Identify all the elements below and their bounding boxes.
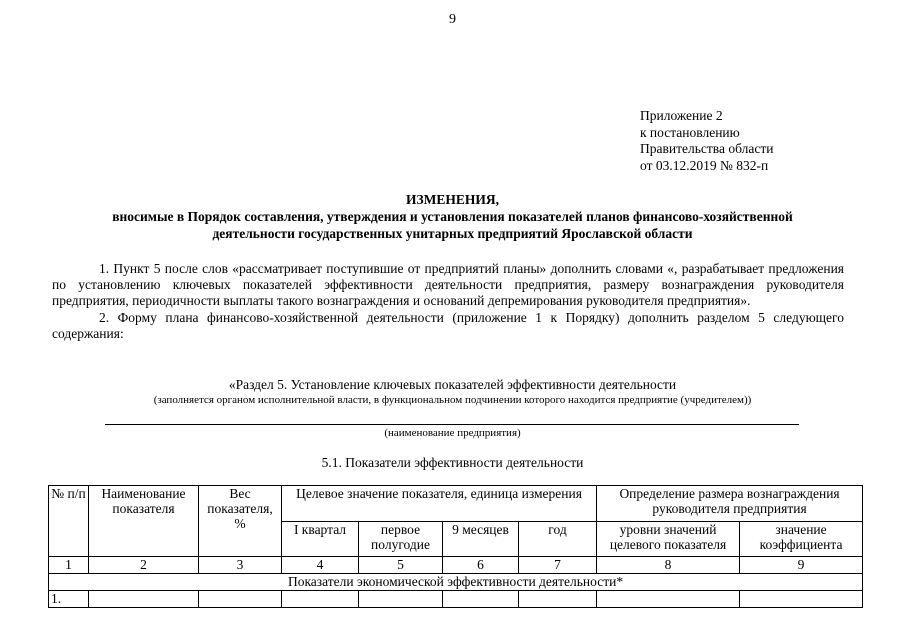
table-cell [282, 591, 359, 608]
subheader-year: год [519, 522, 597, 557]
column-number-row [49, 557, 863, 574]
column-number: 4 [282, 557, 359, 574]
subheader-q1: I квартал [282, 522, 359, 557]
table-cell [443, 591, 519, 608]
group-row-label: Показатели экономической эффективности деятельности* [49, 574, 863, 591]
appendix-line: Правительства области [640, 141, 774, 156]
column-number: 9 [740, 557, 863, 574]
paragraph-2: 2. Форму плана финансово-хозяйственной деятельности (приложение 1 к Порядку) дополнить разделом 5 следующего содержания: [52, 309, 844, 341]
table-header-row [49, 486, 863, 522]
enterprise-name-line [105, 424, 799, 425]
document-subtitle-line: деятельности государственных унитарных предприятий Ярославской области [212, 226, 693, 241]
table-cell [199, 591, 282, 608]
column-number: 2 [89, 557, 199, 574]
section-note: (заполняется органом исполнительной власти, в функциональном подчинении которого находится предприятие (учредителем)) [153, 394, 752, 406]
paragraph-1: 1. Пункт 5 после слов «рассматривает поступившие от предприятий планы» дополнить словами «, разрабатывает предложения по установлению ключевых показателей эффективности деятельности предприятия, размеру вознаграждения руководителя предприятия, периодичности выплаты такого вознаграждения и оснований депремирования руководителя предприятия». [52, 261, 844, 309]
table-cell [359, 591, 443, 608]
column-number: 8 [597, 557, 740, 574]
subheader-9-months: 9 месяцев [443, 522, 519, 557]
row-number: 1. [49, 591, 89, 608]
appendix-line: от 03.12.2019 № 832-п [640, 157, 769, 173]
document-title: ИЗМЕНЕНИЯ, [405, 192, 499, 207]
table-cell [740, 591, 863, 608]
appendix-block [640, 108, 773, 174]
table-row [49, 591, 863, 608]
page-number: 9 [449, 12, 456, 27]
table-title: 5.1. Показатели эффективности деятельности [321, 455, 584, 470]
table-cell [597, 591, 740, 608]
subheader-levels: уровни значений целевого показателя [597, 522, 740, 557]
section-title: «Раздел 5. Установление ключевых показателей эффективности деятельности [228, 377, 677, 392]
subheader-coefficient: значение коэффициента [740, 522, 863, 557]
appendix-line: к постановлению [640, 124, 740, 140]
table-cell [89, 591, 199, 608]
enterprise-name-label: (наименование предприятия) [384, 427, 521, 439]
column-number: 1 [49, 557, 89, 574]
column-number: 6 [443, 557, 519, 574]
header-number: № п/п [49, 486, 89, 557]
header-indicator-name: Наименование показателя [89, 486, 199, 557]
table-cell [519, 591, 597, 608]
document-subtitle-line: вносимые в Порядок составления, утверждения и установления показателей планов финансово-хозяйственной [112, 209, 793, 224]
column-number: 7 [519, 557, 597, 574]
subheader-half-year: первое полугодие [359, 522, 443, 557]
appendix-line: Приложение 2 [640, 108, 723, 123]
header-weight: Вес показателя, % [199, 486, 282, 557]
header-reward: Определение размера вознаграждения руководителя предприятия [597, 486, 863, 522]
column-number: 3 [199, 557, 282, 574]
amendment-paragraphs [52, 261, 844, 342]
indicators-table [48, 485, 863, 608]
header-target-value: Целевое значение показателя, единица измерения [282, 486, 597, 522]
group-row [49, 574, 863, 591]
column-number: 5 [359, 557, 443, 574]
